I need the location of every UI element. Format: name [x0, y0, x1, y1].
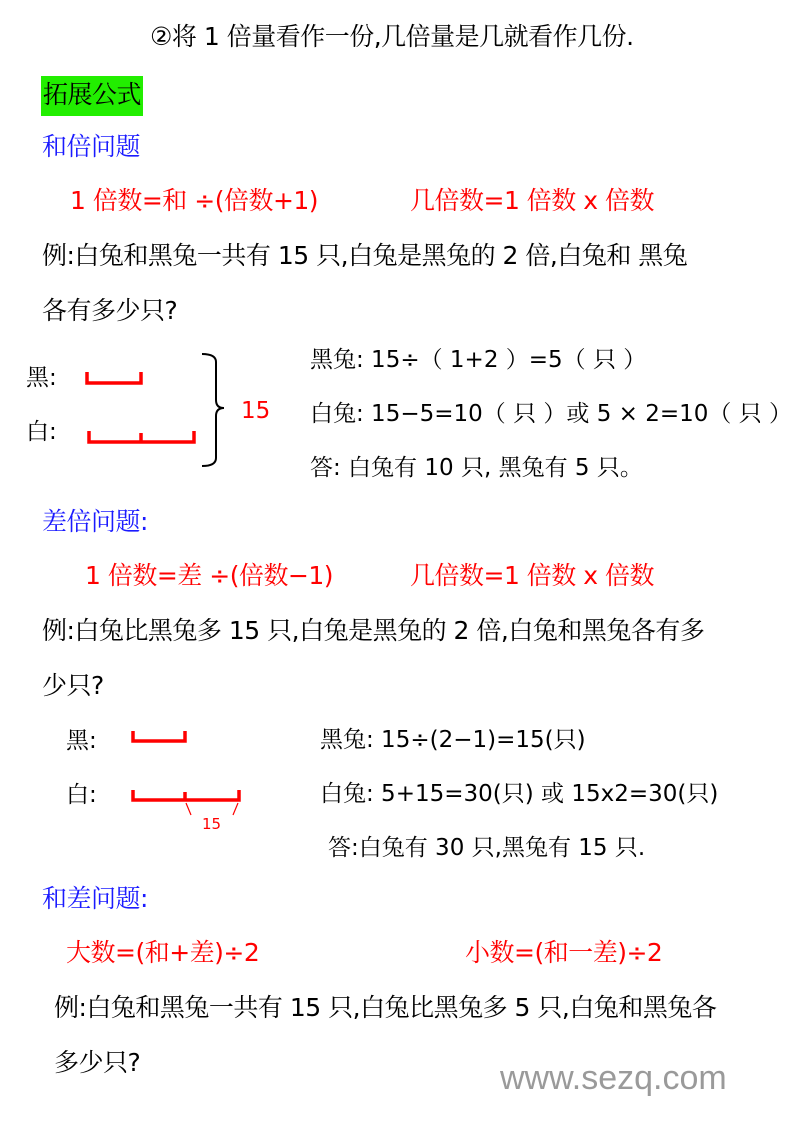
difference-multiple-example-line2: 少只? — [42, 671, 104, 700]
sum-difference-example-line1: 例:白兔和黑兔一共有 15 只,白兔比黑兔多 5 只,白兔和黑兔各 — [54, 993, 717, 1022]
difference-multiple-heading: 差倍问题: — [42, 507, 148, 536]
difference-multiple-formula-left: 1 倍数=差 ÷(倍数−1) — [85, 561, 334, 590]
sum-multiple-formula-left: 1 倍数=和 ÷(倍数+1) — [70, 186, 319, 215]
diagram-difference: 15 — [202, 815, 222, 833]
sum-difference-formula-right: 小数=(和一差)÷2 — [465, 938, 663, 967]
difference-multiple-solution-white: 白兔: 5+15=30(只) 或 15x2=30(只) — [320, 781, 719, 807]
diagram-label-white: 白: — [26, 419, 57, 445]
sum-multiple-answer: 答: 白兔有 10 只, 黑兔有 5 只。 — [310, 455, 643, 481]
section-label: 拓展公式 — [41, 76, 143, 116]
sum-difference-heading: 和差问题: — [42, 884, 148, 913]
sum-difference-formula-left: 大数=(和+差)÷2 — [66, 938, 260, 967]
difference-multiple-answer: 答:白兔有 30 只,黑兔有 15 只. — [328, 835, 646, 861]
difference-multiple-example-line1: 例:白兔比黑兔多 15 只,白兔是黑兔的 2 倍,白兔和黑兔各有多 — [42, 616, 705, 645]
sum-multiple-heading: 和倍问题 — [42, 132, 141, 161]
diagram-label-black: 黑: — [26, 365, 57, 391]
sum-difference-example-line2: 多少只? — [54, 1048, 141, 1077]
sum-multiple-example-line1: 例:白兔和黑兔一共有 15 只,白兔是黑兔的 2 倍,白兔和 黑兔 — [42, 241, 688, 270]
diagram-label-black: 黑: — [66, 728, 97, 754]
difference-multiple-solution-black: 黑兔: 15÷(2−1)=15(只) — [320, 727, 586, 753]
difference-multiple-formula-right: 几倍数=1 倍数 x 倍数 — [410, 561, 654, 590]
intro-line: ②将 1 倍量看作一份,几倍量是几就看作几份. — [150, 22, 634, 51]
watermark: www.sezq.com — [500, 1059, 727, 1097]
diagram-total: 15 — [241, 398, 271, 424]
sum-multiple-solution-white: 白兔: 15−5=10（ 只 ）或 5 × 2=10（ 只 ） — [310, 401, 793, 427]
sum-multiple-formula-right: 几倍数=1 倍数 x 倍数 — [410, 186, 654, 215]
diagram-label-white: 白: — [66, 782, 97, 808]
sum-multiple-example-line2: 各有多少只? — [42, 296, 178, 325]
sum-multiple-solution-black: 黑兔: 15÷（ 1+2 ）=5（ 只 ） — [310, 347, 647, 373]
